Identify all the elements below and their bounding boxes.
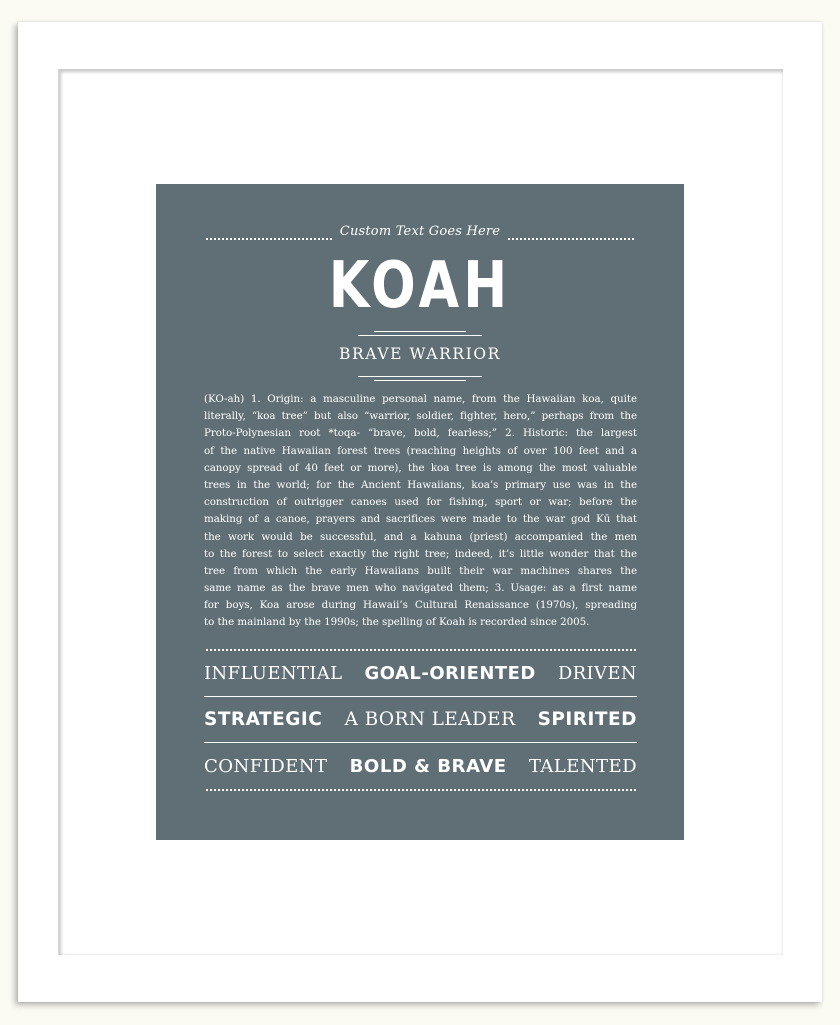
rule-lower-short — [374, 380, 466, 381]
rule-lower-long — [358, 376, 482, 377]
trait-row-1 — [204, 656, 637, 692]
definition-line: tree from which the early Hawaiians built their war machines shares the — [204, 564, 637, 577]
trait-row-2 — [204, 702, 637, 738]
rule-upper-long — [358, 335, 482, 336]
definition-line: same name as the brave men who navigated them; 3. Usage: as a first name — [204, 582, 637, 595]
trait-divider-2 — [204, 742, 637, 743]
trait-word: SPIRITED — [537, 709, 637, 730]
trait-word: BOLD & BRAVE — [349, 756, 507, 777]
custom-text: Custom Text Goes Here — [339, 224, 501, 239]
name-title: KOAH — [328, 249, 512, 323]
definition-line: of the native Hawaiian forest trees (reaching heights of over 100 feet and a — [204, 444, 637, 457]
name-print — [156, 184, 684, 840]
trait-word: STRATEGIC — [204, 709, 323, 730]
definition-line: literally, “koa tree” but also “warrior, soldier, fighter, hero,” perhaps from the — [204, 410, 637, 423]
definition-line: making of a canoe, prayers and sacrifices were made to the war god Kū that — [204, 513, 637, 526]
name-meaning: BRAVE WARRIOR — [339, 345, 501, 363]
trait-word: CONFIDENT — [204, 756, 328, 777]
trait-word: GOAL-ORIENTED — [364, 663, 536, 684]
trait-word: TALENTED — [528, 756, 637, 777]
definition-line: to the forest to select exactly the right tree; indeed, it’s little wonder that the — [204, 547, 637, 560]
trait-word: DRIVEN — [557, 663, 637, 684]
definition-line: construction of outrigger canoes used for fishing, sport or war; before the — [204, 496, 637, 509]
dotted-divider-traits-top — [206, 649, 636, 651]
dotted-divider-traits-bottom — [206, 789, 636, 791]
trait-word: INFLUENTIAL — [204, 663, 343, 684]
trait-word: A BORN LEADER — [344, 709, 516, 730]
definition-line: canopy spread of 40 feet or more), the koa tree is among the most valuable — [204, 461, 637, 474]
trait-row-3 — [204, 749, 637, 785]
definition-line: for boys, Koa arose during Hawaii’s Cultural Renaissance (1970s), spreading — [204, 599, 637, 612]
definition-line: (KO-ah) 1. Origin: a masculine personal name, from the Hawaiian koa, quite — [204, 393, 637, 405]
rule-upper-short — [374, 331, 466, 332]
definition-line: to the mainland by the 1990s; the spelling of Koah is recorded since 2005. — [204, 616, 590, 629]
trait-divider-1 — [204, 696, 637, 697]
definition-line: the work would be successful, and a kahuna (priest) accompanied the men — [204, 530, 637, 543]
definition-line: Proto-Polynesian root *toqa- “brave, bold, fearless;” 2. Historic: the largest — [204, 427, 637, 440]
definition-line: trees in the world; for the Ancient Hawaiians, koa’s primary use was in the — [204, 478, 637, 491]
name-definition — [204, 391, 637, 632]
